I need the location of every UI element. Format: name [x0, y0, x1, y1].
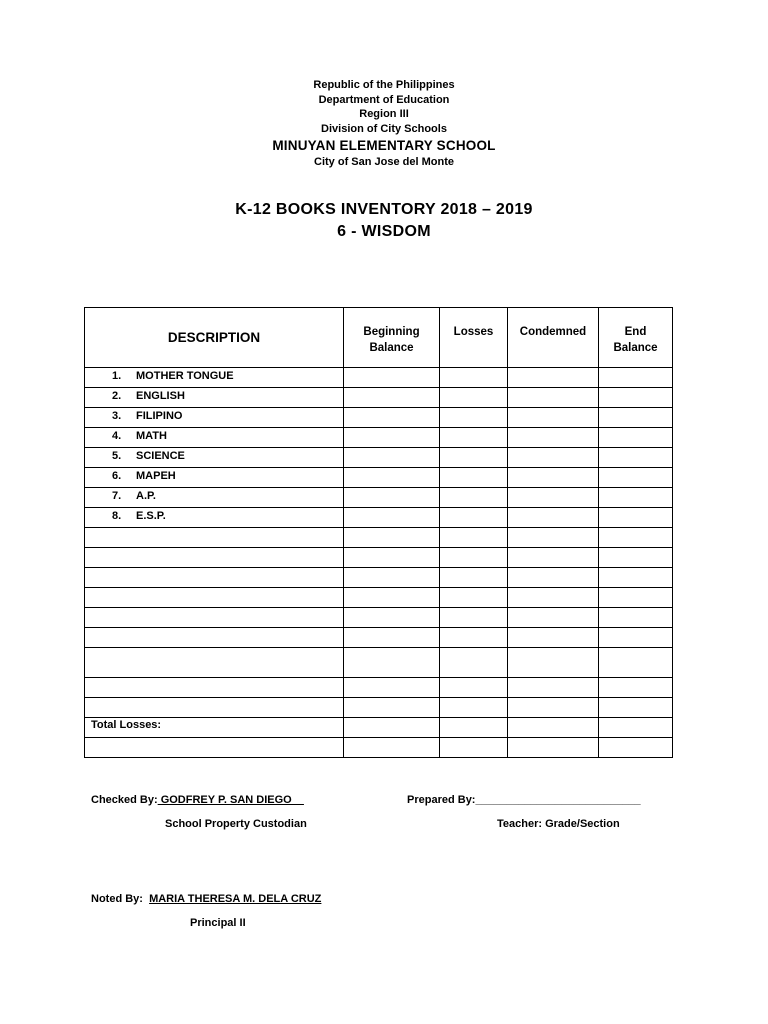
empty-row — [85, 698, 673, 718]
empty-row — [85, 628, 673, 648]
checked-by-name: GODFREY P. SAN DIEGO — [157, 794, 304, 806]
col-description: DESCRIPTION — [85, 308, 344, 368]
table-row — [85, 508, 673, 528]
blank-cell[interactable] — [85, 698, 344, 718]
beginning-balance-cell[interactable] — [344, 388, 440, 408]
empty-row — [85, 568, 673, 588]
table-row — [85, 468, 673, 488]
item-description: 3. FILIPINO — [85, 408, 344, 428]
blank-cell[interactable] — [85, 588, 344, 608]
table-row — [85, 448, 673, 468]
item-description: 5. SCIENCE — [85, 448, 344, 468]
noted-by — [91, 893, 321, 905]
beginning-balance-cell[interactable] — [344, 408, 440, 428]
noted-by-name: MARIA THERESA M. DELA CRUZ — [149, 893, 322, 905]
blank-cell[interactable] — [599, 548, 673, 568]
blank-cell[interactable] — [599, 628, 673, 648]
empty-row — [85, 738, 673, 758]
blank-cell[interactable] — [440, 718, 508, 738]
losses-cell[interactable] — [440, 428, 508, 448]
blank-cell[interactable] — [344, 588, 440, 608]
blank-cell[interactable] — [85, 608, 344, 628]
blank-cell[interactable] — [599, 608, 673, 628]
table-row — [85, 368, 673, 388]
blank-cell[interactable] — [85, 568, 344, 588]
total-losses-label: Total Losses: — [85, 718, 344, 738]
blank-cell[interactable] — [508, 548, 599, 568]
blank-cell[interactable] — [599, 648, 673, 678]
end-balance-cell[interactable] — [599, 468, 673, 488]
header-republic: Republic of the Philippines — [313, 79, 455, 91]
condemned-cell[interactable] — [508, 468, 599, 488]
condemned-cell[interactable] — [508, 428, 599, 448]
col-end-balance: End Balance — [599, 308, 673, 368]
blank-cell[interactable] — [508, 648, 599, 678]
table-row — [85, 408, 673, 428]
col-beginning-balance: Beginning Balance — [344, 308, 440, 368]
blank-cell[interactable] — [508, 528, 599, 548]
losses-cell[interactable] — [440, 388, 508, 408]
end-balance-cell[interactable] — [599, 388, 673, 408]
beginning-balance-cell[interactable] — [344, 368, 440, 388]
blank-cell[interactable] — [344, 628, 440, 648]
empty-row — [85, 678, 673, 698]
losses-cell[interactable] — [440, 368, 508, 388]
blank-cell[interactable] — [599, 568, 673, 588]
blank-cell[interactable] — [344, 678, 440, 698]
beginning-balance-cell[interactable] — [344, 468, 440, 488]
blank-cell[interactable] — [508, 678, 599, 698]
blank-cell[interactable] — [599, 718, 673, 738]
blank-cell[interactable] — [440, 678, 508, 698]
col-condemned: Condemned — [508, 308, 599, 368]
item-description: 6. MAPEH — [85, 468, 344, 488]
blank-cell[interactable] — [440, 628, 508, 648]
total-losses-row — [85, 718, 673, 738]
header-department: Department of Education — [318, 94, 450, 106]
blank-cell[interactable] — [85, 648, 344, 678]
prepared-by-blank[interactable]: ___________________________ — [475, 794, 641, 806]
item-description: 2. ENGLISH — [85, 388, 344, 408]
blank-cell[interactable] — [85, 678, 344, 698]
school-name: MINUYAN ELEMENTARY SCHOOL — [272, 138, 496, 153]
condemned-cell[interactable] — [508, 448, 599, 468]
blank-cell[interactable] — [508, 738, 599, 758]
item-description: 4. MATH — [85, 428, 344, 448]
blank-cell[interactable] — [508, 568, 599, 588]
blank-cell[interactable] — [508, 628, 599, 648]
checked-by — [91, 794, 304, 806]
blank-cell[interactable] — [508, 698, 599, 718]
col-losses: Losses — [440, 308, 508, 368]
noted-by-label: Noted By: — [91, 893, 143, 905]
losses-cell[interactable] — [440, 508, 508, 528]
prepared-by-label: Prepared By: — [407, 794, 476, 806]
prepared-by — [407, 794, 641, 806]
blank-cell[interactable] — [85, 528, 344, 548]
blank-cell[interactable] — [440, 698, 508, 718]
blank-cell[interactable] — [344, 568, 440, 588]
end-balance-cell[interactable] — [599, 508, 673, 528]
section-title: 6 - WISDOM — [337, 223, 431, 240]
blank-cell[interactable] — [599, 588, 673, 608]
document-title: K-12 BOOKS INVENTORY 2018 – 2019 — [235, 201, 533, 218]
blank-cell[interactable] — [508, 718, 599, 738]
blank-cell[interactable] — [85, 738, 344, 758]
header-region: Region III — [359, 108, 409, 120]
blank-cell[interactable] — [508, 588, 599, 608]
condemned-cell[interactable] — [508, 408, 599, 428]
end-balance-cell[interactable] — [599, 428, 673, 448]
checked-by-title: School Property Custodian — [165, 818, 307, 830]
table-row — [85, 428, 673, 448]
empty-row — [85, 608, 673, 628]
blank-cell[interactable] — [344, 718, 440, 738]
beginning-balance-cell[interactable] — [344, 448, 440, 468]
blank-cell[interactable] — [344, 608, 440, 628]
blank-cell[interactable] — [440, 568, 508, 588]
table-row — [85, 388, 673, 408]
condemned-cell[interactable] — [508, 488, 599, 508]
losses-cell[interactable] — [440, 468, 508, 488]
end-balance-cell[interactable] — [599, 448, 673, 468]
blank-cell[interactable] — [344, 738, 440, 758]
blank-cell[interactable] — [599, 738, 673, 758]
blank-cell[interactable] — [508, 608, 599, 628]
item-description: 1. MOTHER TONGUE — [85, 368, 344, 388]
blank-cell[interactable] — [344, 548, 440, 568]
beginning-balance-cell[interactable] — [344, 488, 440, 508]
condemned-cell[interactable] — [508, 388, 599, 408]
blank-cell[interactable] — [440, 528, 508, 548]
losses-cell[interactable] — [440, 488, 508, 508]
losses-cell[interactable] — [440, 408, 508, 428]
empty-row — [85, 548, 673, 568]
end-balance-cell[interactable] — [599, 488, 673, 508]
blank-cell[interactable] — [599, 678, 673, 698]
blank-cell[interactable] — [599, 528, 673, 548]
table-row — [85, 488, 673, 508]
blank-cell[interactable] — [344, 648, 440, 678]
losses-cell[interactable] — [440, 448, 508, 468]
school-city: City of San Jose del Monte — [314, 156, 454, 168]
empty-row — [85, 588, 673, 608]
blank-cell[interactable] — [440, 648, 508, 678]
condemned-cell[interactable] — [508, 508, 599, 528]
table-header-row — [85, 308, 673, 368]
empty-row — [85, 528, 673, 548]
blank-cell[interactable] — [85, 548, 344, 568]
checked-by-label: Checked By: — [91, 794, 158, 806]
end-balance-cell[interactable] — [599, 408, 673, 428]
blank-cell[interactable] — [599, 698, 673, 718]
end-balance-cell[interactable] — [599, 368, 673, 388]
blank-cell[interactable] — [344, 528, 440, 548]
item-description: 7. A.P. — [85, 488, 344, 508]
prepared-by-title: Teacher: Grade/Section — [497, 818, 620, 830]
beginning-balance-cell[interactable] — [344, 508, 440, 528]
blank-cell[interactable] — [344, 698, 440, 718]
beginning-balance-cell[interactable] — [344, 428, 440, 448]
blank-cell[interactable] — [440, 548, 508, 568]
inventory-table — [84, 307, 673, 758]
header-division: Division of City Schools — [321, 123, 447, 135]
noted-by-title: Principal II — [190, 917, 246, 929]
condemned-cell[interactable] — [508, 368, 599, 388]
blank-cell[interactable] — [85, 628, 344, 648]
item-description: 8. E.S.P. — [85, 508, 344, 528]
empty-row — [85, 648, 673, 678]
blank-cell[interactable] — [440, 588, 508, 608]
blank-cell[interactable] — [440, 608, 508, 628]
blank-cell[interactable] — [440, 738, 508, 758]
